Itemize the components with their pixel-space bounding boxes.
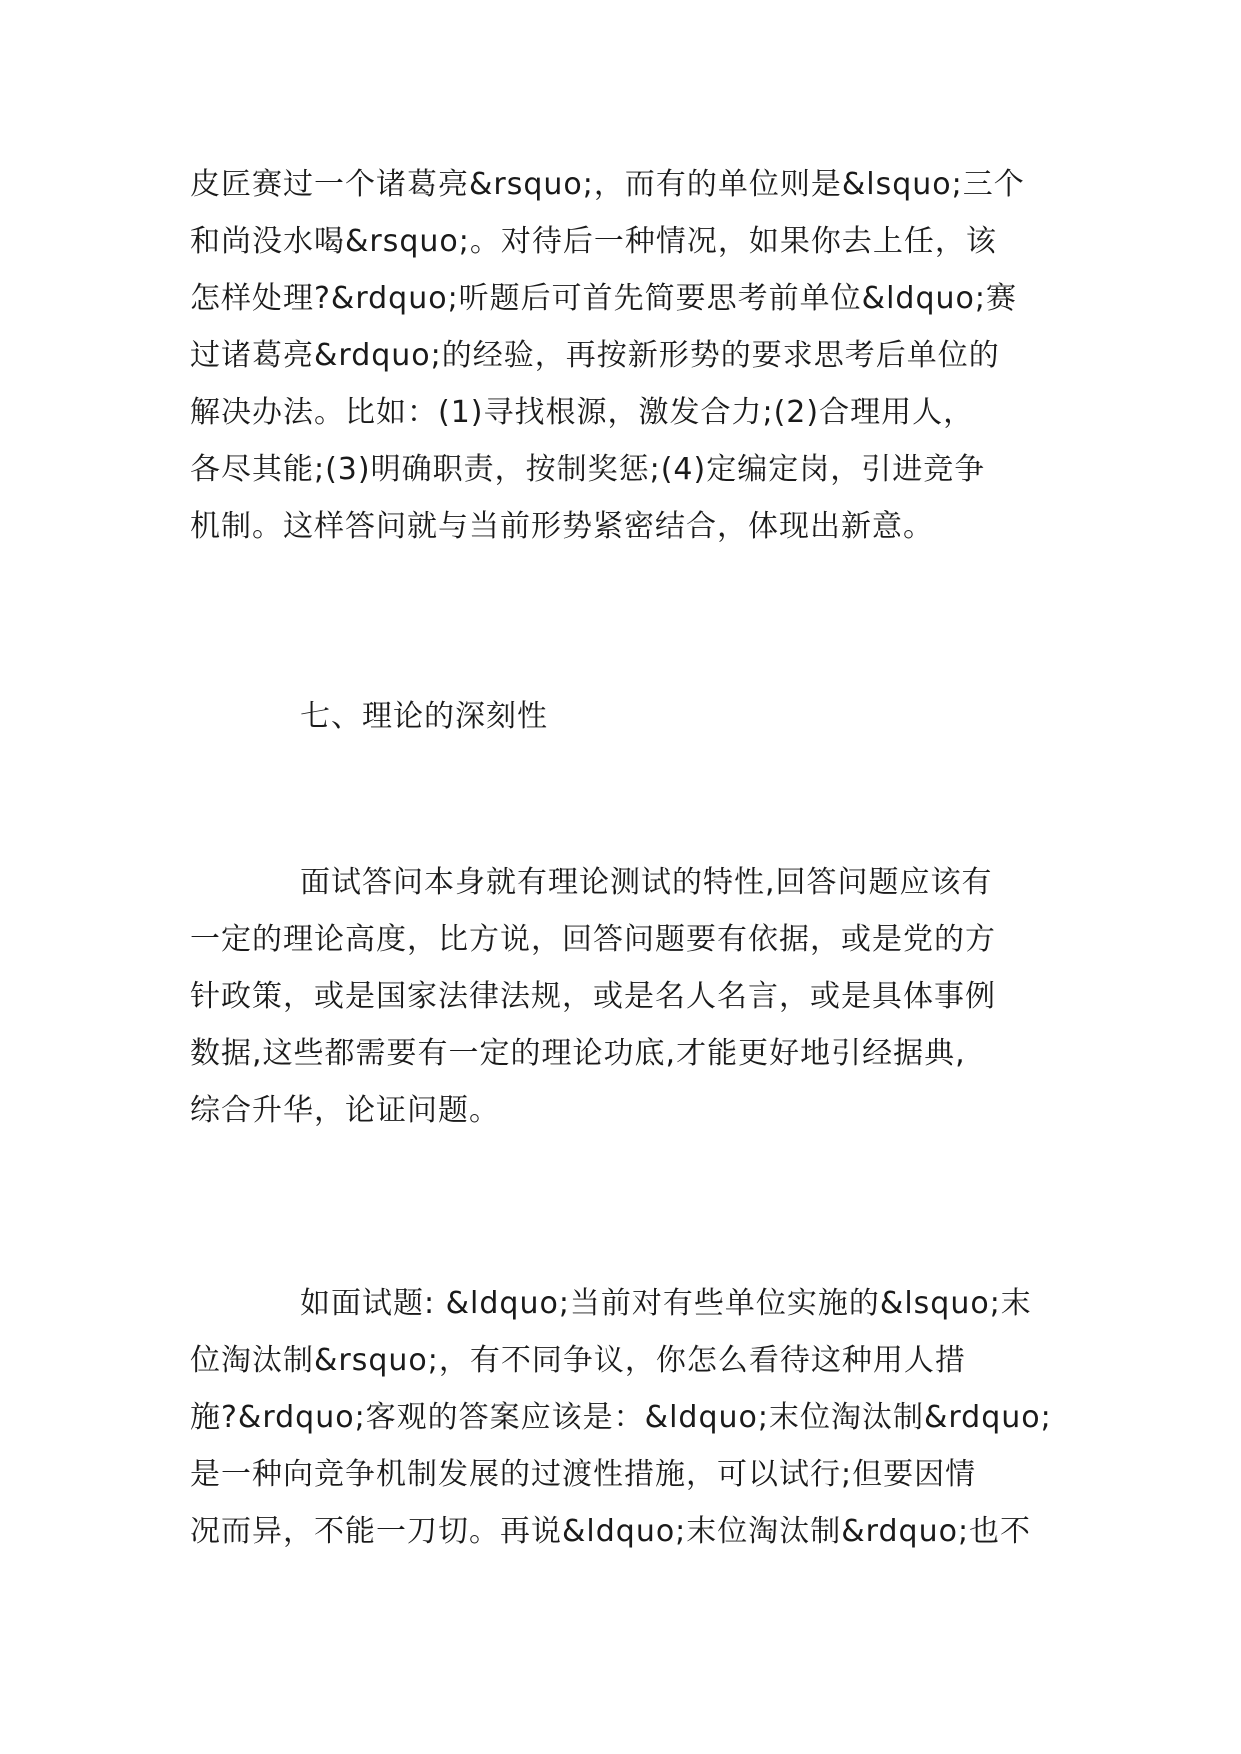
section-heading: 七、理论的深刻性	[300, 699, 548, 734]
text-line: 机制。这样答问就与当前形势紧密结合，体现出新意。	[190, 509, 934, 544]
text-line: 面试答问本身就有理论测试的特性,回答问题应该有	[300, 865, 993, 900]
text-line: 皮匠赛过一个诸葛亮&rsquo;，而有的单位则是&lsquo;三个	[190, 167, 1025, 202]
text-line: 针政策，或是国家法律法规，或是名人名言，或是具体事例	[190, 979, 996, 1014]
text-line: 一定的理论高度，比方说，回答问题要有依据，或是党的方	[190, 922, 996, 957]
text-line: 如面试题: &ldquo;当前对有些单位实施的&lsquo;末	[300, 1286, 1032, 1321]
text-line: 各尽其能;(3)明确职责，按制奖惩;(4)定编定岗，引进竞争	[190, 452, 986, 487]
text-line: 是一种向竞争机制发展的过渡性措施，可以试行;但要因情	[190, 1457, 977, 1492]
paragraph-example	[190, 1275, 1070, 1560]
text-line: 过诸葛亮&rdquo;的经验，再按新形势的要求思考后单位的	[190, 338, 1000, 373]
text-line: 综合升华，论证问题。	[190, 1093, 500, 1128]
text-line: 怎样处理?&rdquo;听题后可首先简要思考前单位&ldquo;赛	[190, 281, 1017, 316]
text-line: 解决办法。比如：(1)寻找根源，激发合力;(2)合理用人，	[190, 395, 975, 430]
text-line: 位淘汰制&rsquo;，有不同争议，你怎么看待这种用人措	[190, 1343, 966, 1378]
text-line: 况而异，不能一刀切。再说&ldquo;末位淘汰制&rdquo;也不	[190, 1514, 1032, 1549]
paragraph-theory	[190, 854, 1070, 1139]
text-line: 和尚没水喝&rsquo;。对待后一种情况，如果你去上任，该	[190, 224, 997, 259]
text-line: 数据,这些都需要有一定的理论功底,才能更好地引经据典,	[190, 1036, 966, 1071]
text-line: 施?&rdquo;客观的答案应该是：&ldquo;末位淘汰制&rdquo;	[190, 1400, 1052, 1435]
paragraph-continuation	[190, 156, 1070, 555]
